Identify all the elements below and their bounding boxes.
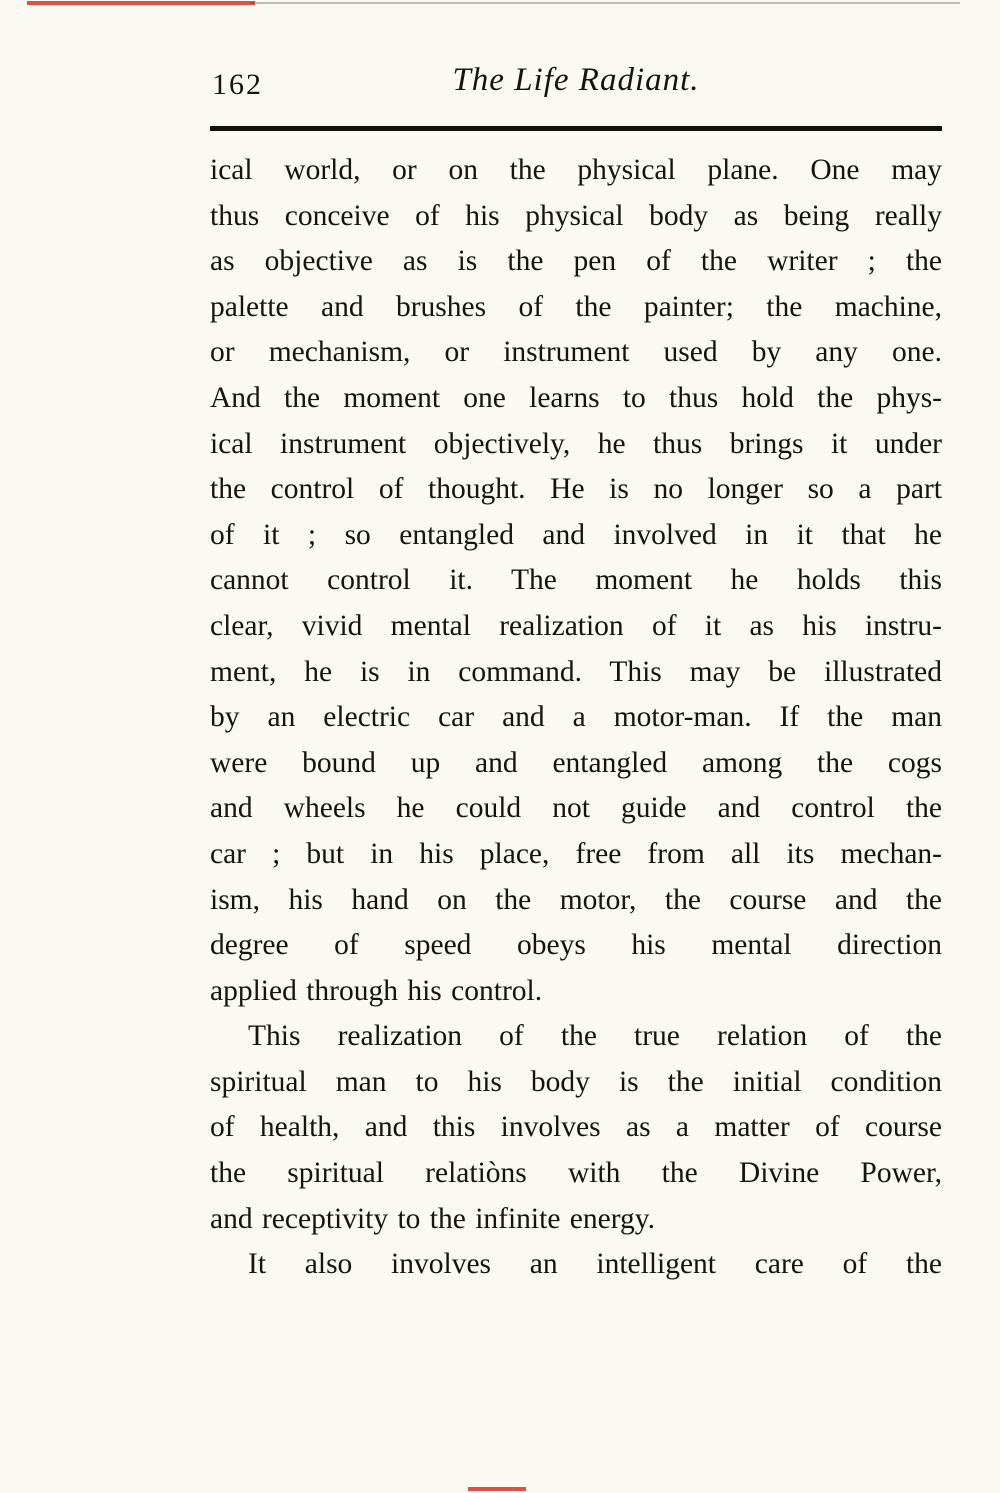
scan-artifact-bottom [468,1487,526,1491]
text-line: ism, his hand on the motor, the course and the [210,883,942,916]
scan-edge-line [250,2,960,4]
text-line: car ; but in his place, free from all its mechan- [210,837,942,870]
text-line: or mechanism, or instrument used by any one. [210,336,942,369]
text-line: were bound up and entangled among the cogs [210,746,942,779]
text-line: ical world, or on the physical plane. One may [210,154,942,186]
text-line: It also involves an intelligent care of the [248,1248,942,1281]
paragraph [210,1014,942,1242]
text-line: as objective as is the pen of the writer ; the [210,245,942,278]
text-line: applied through his control. [210,974,543,1007]
scan-artifact-top [27,1,255,5]
text-line: the spiritual relatiòns with the Divine Power, [210,1157,942,1190]
text-line: the control of thought. He is no longer so a part [210,473,942,506]
text-line: thus conceive of his physical body as being really [210,199,942,232]
page-content [210,60,942,1288]
page-number: 162 [212,68,263,101]
text-line: spiritual man to his body is the initial condition [210,1065,942,1098]
text-line: ment, he is in command. This may be illustrated [210,655,942,688]
running-header [210,60,942,112]
text-line: And the moment one learns to thus hold the phys- [210,381,942,414]
text-line: of health, and this involves as a matter of course [210,1111,942,1144]
paragraph [210,1242,942,1288]
header-rule [210,126,942,131]
text-line: degree of speed obeys his mental direction [210,929,942,962]
text-line: This realization of the true relation of the [248,1020,942,1053]
text-line: clear, vivid mental realization of it as his instru- [210,609,942,642]
text-line: and wheels he could not guide and control the [210,792,942,825]
paragraph [210,148,942,1014]
text-line: palette and brushes of the painter; the machine, [210,290,942,323]
text-line: of it ; so entangled and involved in it that he [210,518,942,551]
text-line: cannot control it. The moment he holds this [210,564,942,597]
page-title: The Life Radiant. [452,62,700,98]
text-line: and receptivity to the infinite energy. [210,1202,655,1235]
text-line: ical instrument objectively, he thus brings it under [210,427,942,460]
text-line: by an electric car and a motor-man. If the man [210,701,942,734]
text-block [210,148,942,1288]
